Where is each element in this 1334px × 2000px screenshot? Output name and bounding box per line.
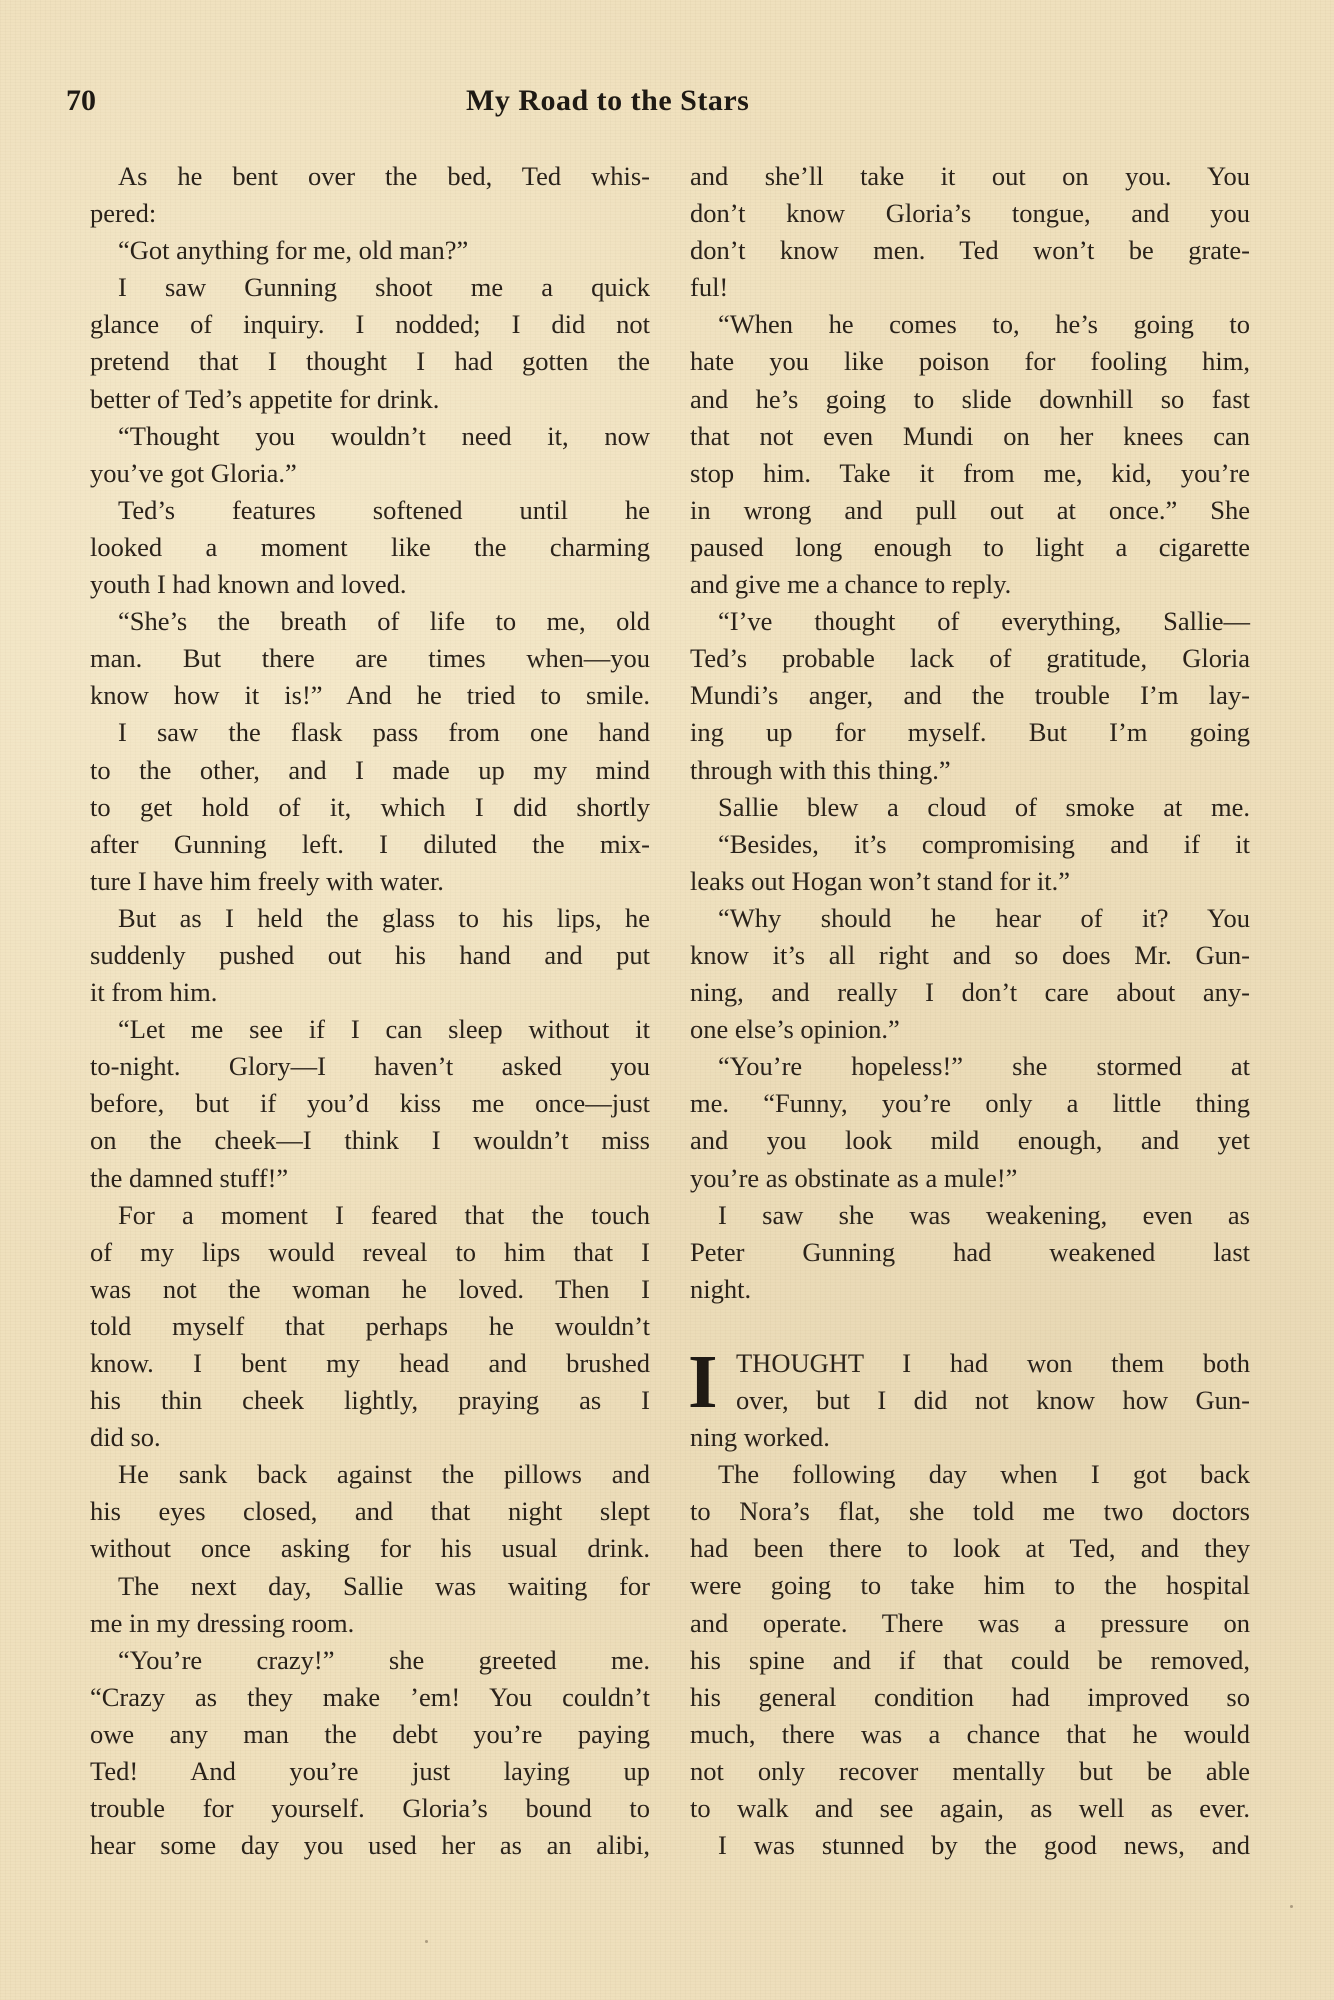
- right-column-text-after-break: [690, 1456, 1250, 1864]
- text-line: trouble for yourself. Gloria’s bound to: [90, 1793, 650, 1824]
- text-line: owe any man the debt you’re paying: [90, 1718, 650, 1749]
- text-line: Ted! And you’re just laying up: [90, 1756, 650, 1787]
- text-line: I saw she was weakening, even as: [718, 1199, 1250, 1230]
- text-line: suddenly pushed out his hand and put: [90, 939, 650, 970]
- text-line: his general condition had improved so: [690, 1681, 1250, 1712]
- text-line: on the cheek—I think I wouldn’t miss: [90, 1125, 650, 1156]
- text-line: “You’re crazy!” she greeted me.: [118, 1644, 650, 1675]
- text-line: much, there was a chance that he would: [690, 1718, 1250, 1749]
- text-line: ture I have him freely with water.: [90, 865, 444, 896]
- text-line: “Why should he hear of it? You: [718, 902, 1250, 933]
- text-line: “Got anything for me, old man?”: [118, 235, 469, 266]
- text-line: the damned stuff!”: [90, 1162, 289, 1193]
- text-line: did so.: [90, 1422, 161, 1453]
- text-line: it from him.: [90, 977, 218, 1008]
- text-line: me in my dressing room.: [90, 1607, 355, 1638]
- text-line: ing up for myself. But I’m going: [690, 717, 1250, 748]
- text-line: after Gunning left. I diluted the mix-: [90, 828, 650, 859]
- text-line: ning, and really I don’t care about any-: [690, 977, 1250, 1008]
- text-line: to Nora’s flat, she told me two doctors: [690, 1496, 1250, 1527]
- text-line: leaks out Hogan won’t stand for it.”: [690, 865, 1071, 896]
- text-line: I saw Gunning shoot me a quick: [118, 272, 650, 303]
- text-line: his eyes closed, and that night slept: [90, 1496, 650, 1527]
- text-line: not only recover mentally but be able: [690, 1755, 1250, 1786]
- text-line: stop him. Take it from me, kid, you’re: [690, 457, 1250, 488]
- text-line: Mundi’s anger, and the trouble I’m lay-: [690, 680, 1250, 711]
- text-line: youth I had known and loved.: [90, 569, 407, 600]
- text-line: The next day, Sallie was waiting for: [118, 1570, 650, 1601]
- text-line: As he bent over the bed, Ted whis-: [118, 161, 650, 191]
- running-title: My Road to the Stars: [466, 84, 750, 117]
- text-line: know it’s all right and so does Mr. Gun-: [690, 939, 1250, 970]
- text-line: was not the woman he loved. Then I: [90, 1273, 650, 1304]
- text-line: hate you like poison for fooling him,: [690, 346, 1250, 377]
- text-line: don’t know men. Ted won’t be grate-: [690, 235, 1250, 266]
- text-line: I saw the flask pass from one hand: [118, 717, 650, 748]
- drop-cap: I: [688, 1339, 718, 1424]
- text-line: to the other, and I made up my mind: [90, 754, 650, 785]
- text-line: “Crazy as they make ’em! You couldn’t: [90, 1681, 650, 1712]
- text-line: “Besides, it’s compromising and if it: [718, 828, 1250, 859]
- text-line: and he’s going to slide downhill so fast: [690, 383, 1250, 414]
- text-line: told myself that perhaps he wouldn’t: [90, 1310, 650, 1341]
- text-line: He sank back against the pillows and: [118, 1459, 650, 1490]
- text-line: better of Ted’s appetite for drink.: [90, 383, 440, 414]
- section-opening-paragraph: [688, 1339, 1250, 1456]
- text-line: THOUGHT I had won them both: [736, 1347, 1250, 1378]
- text-line: his thin cheek lightly, praying as I: [90, 1385, 650, 1416]
- text-line: ful!: [690, 272, 729, 303]
- text-line: you’re as obstinate as a mule!”: [690, 1162, 1018, 1193]
- text-line: “I’ve thought of everything, Sallie—: [718, 606, 1250, 637]
- text-line: don’t know Gloria’s tongue, and you: [690, 198, 1250, 229]
- text-line: and give me a chance to reply.: [690, 569, 1012, 600]
- text-line: and she’ll take it out on you. You: [690, 161, 1250, 191]
- text-line: pered:: [90, 198, 157, 229]
- text-line: “You’re hopeless!” she stormed at: [718, 1051, 1250, 1082]
- text-line: pretend that I thought I had gotten the: [90, 346, 650, 377]
- paper-speck: [425, 1940, 428, 1943]
- text-line: and operate. There was a pressure on: [690, 1607, 1250, 1638]
- text-line: and you look mild enough, and yet: [690, 1125, 1250, 1156]
- text-line: you’ve got Gloria.”: [90, 457, 297, 488]
- text-line: looked a moment like the charming: [90, 531, 650, 562]
- text-line: in wrong and pull out at once.” She: [690, 494, 1250, 525]
- text-line: know. I bent my head and brushed: [90, 1348, 650, 1378]
- text-line: paused long enough to light a cigarette: [690, 531, 1250, 562]
- text-line: his spine and if that could be removed,: [690, 1644, 1250, 1675]
- text-line: “Let me see if I can sleep without it: [118, 1014, 650, 1045]
- text-line: “Thought you wouldn’t need it, now: [118, 420, 650, 451]
- text-line: Sallie blew a cloud of smoke at me.: [718, 791, 1250, 822]
- text-line: The following day when I got back: [718, 1459, 1250, 1490]
- text-line: For a moment I feared that the touch: [118, 1199, 650, 1230]
- text-line: “She’s the breath of life to me, old: [118, 606, 650, 637]
- text-line: to walk and see again, as well as ever.: [690, 1793, 1250, 1824]
- text-line: to-night. Glory—I haven’t asked you: [90, 1051, 650, 1082]
- section-gap: [690, 1308, 1250, 1345]
- text-line: to get hold of it, which I did shortly: [90, 791, 650, 822]
- text-line: Ted’s features softened until he: [118, 494, 650, 525]
- text-line: I was stunned by the good news, and: [718, 1830, 1250, 1861]
- text-line: ning worked.: [690, 1422, 830, 1453]
- text-line: hear some day you used her as an alibi,: [90, 1830, 650, 1861]
- paper-speck: [1290, 1905, 1293, 1908]
- text-line: before, but if you’d kiss me once—just: [90, 1088, 650, 1119]
- text-line: of my lips would reveal to him that I: [90, 1236, 650, 1267]
- text-line: Ted’s probable lack of gratitude, Gloria: [690, 643, 1250, 674]
- text-line: without once asking for his usual drink.: [90, 1533, 650, 1564]
- text-line: were going to take him to the hospital: [690, 1570, 1250, 1601]
- text-line: over, but I did not know how Gun-: [736, 1385, 1250, 1415]
- text-line: had been there to look at Ted, and they: [690, 1533, 1250, 1564]
- right-column-text-before-break: [690, 158, 1250, 1308]
- text-line: “When he comes to, he’s going to: [718, 309, 1250, 340]
- text-line: But as I held the glass to his lips, he: [118, 902, 650, 933]
- text-line: Peter Gunning had weakened last: [690, 1236, 1250, 1267]
- text-line: glance of inquiry. I nodded; I did not: [90, 309, 650, 340]
- text-line: through with this thing.”: [690, 754, 951, 785]
- text-line: that not even Mundi on her knees can: [690, 420, 1250, 451]
- text-line: night.: [690, 1273, 752, 1304]
- text-line: know how it is!” And he tried to smile.: [90, 680, 650, 711]
- page-number: 70: [66, 84, 96, 117]
- text-line: one else’s opinion.”: [690, 1014, 900, 1045]
- right-column: [690, 158, 1250, 1864]
- text-line: me. “Funny, you’re only a little thing: [690, 1088, 1250, 1119]
- text-line: man. But there are times when—you: [90, 643, 650, 674]
- left-column: [90, 158, 650, 1864]
